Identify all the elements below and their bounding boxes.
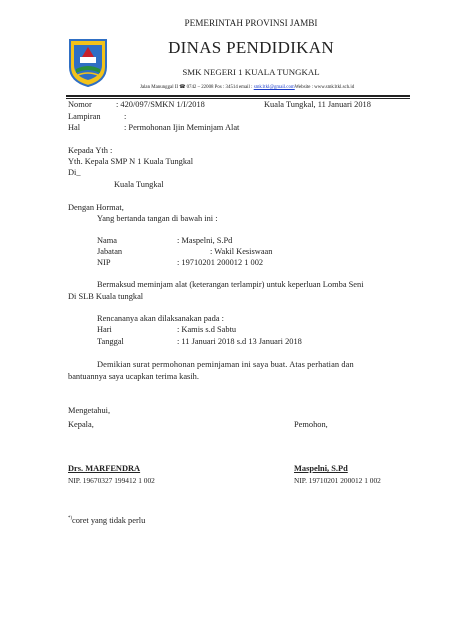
nomor-value: : 420/097/SMKN 1/I/2018	[116, 100, 205, 109]
tanggal-label: Tanggal	[97, 337, 124, 346]
footnote-mark: *)	[68, 516, 72, 522]
address-text: Jalan Manunggal II ☎ 0742 – 22008 Pos : 34514 email :	[140, 85, 254, 90]
header-department: DINAS PENDIDIKAN	[168, 38, 334, 57]
header-divider-thick	[66, 95, 410, 97]
nip-value: : 19710201 200012 1 002	[177, 258, 264, 267]
hari-value: : Kamis s.d Sabtu	[177, 325, 237, 334]
nip-label: NIP	[97, 258, 111, 267]
intro-text: Yang bertanda tangan di bawah ini :	[97, 214, 218, 223]
header-divider-thin	[66, 98, 410, 99]
tanggal-value: : 11 Januari 2018 s.d 13 Januari 2018	[177, 337, 302, 346]
footnote	[68, 516, 145, 525]
lampiran-label: Lampiran	[68, 112, 101, 121]
purpose-line-1: Bermaksud meminjam alat (keterangan terlampir) untuk keperluan Lomba Seni	[97, 280, 364, 289]
applicant-name: Maspelni, S.Pd	[294, 464, 348, 473]
nomor-label: Nomor	[68, 100, 92, 109]
pemohon-label: Pemohon,	[294, 420, 328, 429]
applicant-nip: NIP. 19710201 200012 1 002	[294, 476, 381, 485]
recipient-di: Di_	[68, 168, 81, 177]
plan-intro: Rencananya akan dilaksanakan pada :	[97, 314, 224, 323]
jabatan-label: Jabatan	[97, 247, 123, 256]
greeting: Dengan Hormat,	[68, 203, 124, 212]
hal-value: : Permohonan Ijin Meminjam Alat	[124, 123, 240, 132]
nama-value: : Maspelni, S.Pd	[177, 236, 233, 245]
headmaster-name: Drs. MARFENDRA	[68, 464, 141, 473]
email-link[interactable]: smk1tkl@gmail.com	[253, 85, 295, 90]
purpose-line-2: Di SLB Kuala tungkal	[68, 292, 144, 301]
mengetahui-label: Mengetahui,	[68, 406, 111, 415]
hari-label: Hari	[97, 325, 112, 334]
recipient-heading: Kepada Yth :	[68, 146, 113, 155]
closing-line-1: Demikian surat permohonan peminjaman ini saya buat. Atas perhatian dan	[97, 360, 354, 369]
recipient-name: Yth. Kepala SMP N 1 Kuala Tungkal	[68, 157, 194, 166]
website-link[interactable]: www.smk1tkl.sch.id	[314, 85, 355, 90]
hal-label: Hal	[68, 123, 81, 132]
headmaster-nip: NIP. 19670327 199412 1 002	[68, 476, 155, 485]
footnote-text: coret yang tidak perlu	[72, 516, 146, 525]
jabatan-value: : Wakil Kesiswaan	[210, 247, 273, 256]
header-address	[140, 84, 354, 90]
closing-line-2: bantuannya saya ucapkan terima kasih.	[68, 372, 199, 381]
header-government: PEMERINTAH PROVINSI JAMBI	[184, 18, 318, 28]
header-school: SMK NEGERI 1 KUALA TUNGKAL	[182, 67, 320, 77]
letter-date: Kuala Tungkal, 11 Januari 2018	[264, 100, 371, 109]
website-label: Website :	[294, 85, 315, 90]
kepala-label: Kepala,	[68, 420, 94, 429]
nama-label: Nama	[97, 236, 117, 245]
lampiran-value: :	[124, 112, 127, 121]
recipient-city: Kuala Tungkal	[114, 180, 164, 189]
